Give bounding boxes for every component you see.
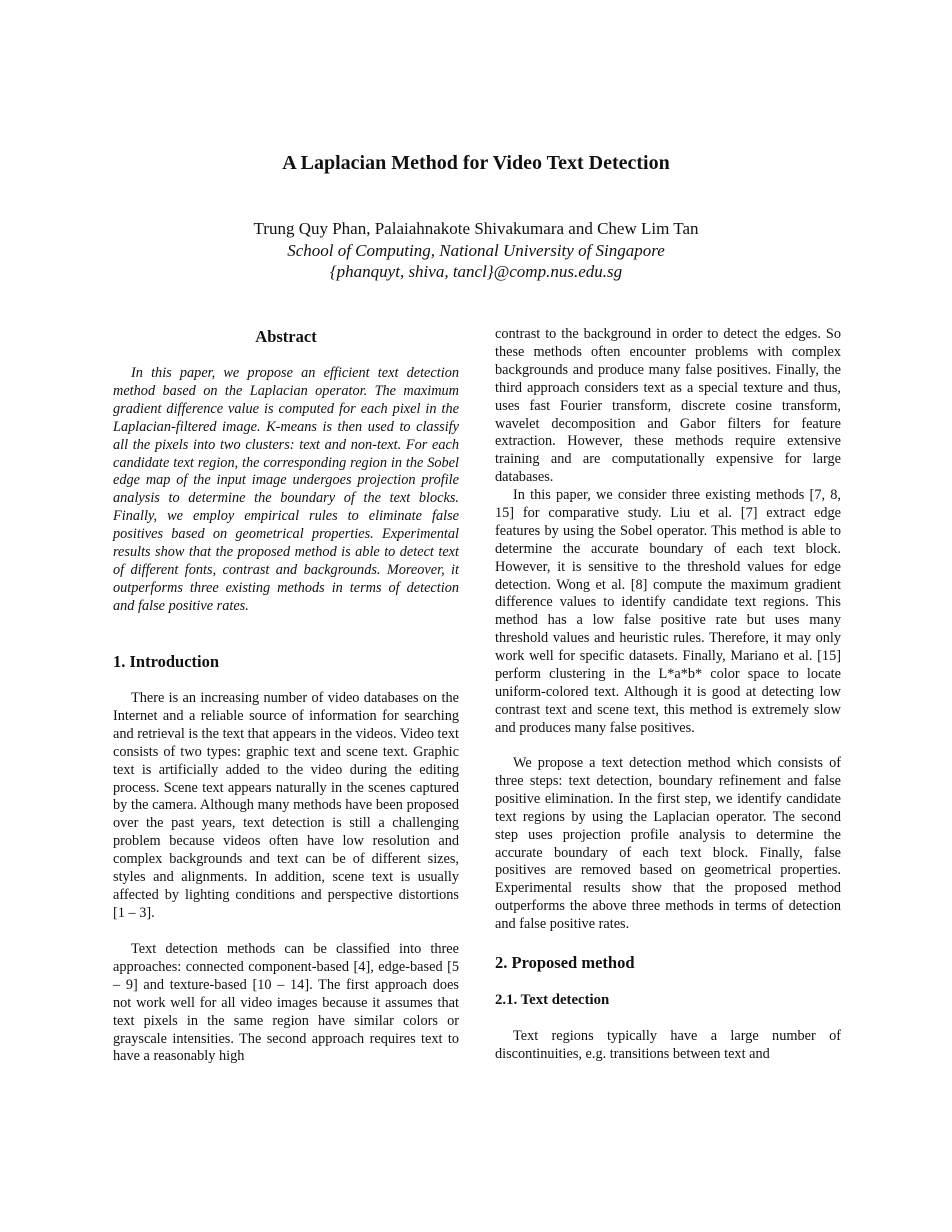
introduction-heading: 1. Introduction — [113, 652, 220, 671]
introduction-paragraph-2-continued: contrast to the background in order to detect the edges. So these methods often encounter problems with complex backgrounds and produce many false positives. Finally, the third approach considers text as a special texture and thus, uses fast Fourier transform, discrete cosine transform, wavelet decomposition and Gabor filters for feature extraction. However, these methods require extensive training and are computationally expensive for large databases. — [495, 326, 841, 486]
abstract-text: In this paper, we propose an efficient text detection method based on the Laplacian operator. The maximum gradient difference value is computed for each pixel in the Laplacian-filtered image. K-means is then used to classify all the pixels into two clusters: text and non-text. For each candidate text region, the corresponding region in the Sobel edge map of the input image undergoes projection profile analysis to determine the boundary of the text blocks. Finally, we employ empirical rules to eliminate false positives based on geometrical properties. Experimental results show that the proposed method is able to detect text of different fonts, contrast and backgrounds. Moreover, it outperforms three existing methods in terms of detection and false positive rates. — [113, 365, 459, 614]
text-detection-paragraph-1: Text regions typically have a large number of discontinuities, e.g. transitions between text and — [495, 1028, 841, 1062]
paper-title: A Laplacian Method for Video Text Detection — [282, 152, 670, 174]
abstract-heading: Abstract — [255, 327, 317, 346]
introduction-paragraph-3: In this paper, we consider three existing methods [7, 8, 15] for comparative study. Liu et al. [7] extract edge features by using the Sobel operator. This method is able to determine the accurate boundary of each text block. However, it is sensitive to the threshold values for edge detection. Wong et al. [8] compute the maximum gradient difference values to identify candidate text regions. This method has a low false positive rate but uses many threshold values and heuristic rules. Therefore, it may only work well for specific datasets. Finally, Mariano et al. [15] perform clustering in the L*a*b* color space to locate uniform-colored text. Although it is good at detecting low contrast text and scene text, this method is extremely slow and produces many false positives. — [495, 487, 841, 736]
author-affiliation: School of Computing, National University of Singapore — [287, 240, 665, 260]
author-block — [0, 218, 952, 283]
introduction-paragraph-4: We propose a text detection method which consists of three steps: text detection, boundary refinement and false positive elimination. In the first step, we identify candidate text regions by using the Laplacian operator. The second step uses projection profile analysis to determine the accurate boundary of each text block. Finally, false positives are removed based on geometrical properties. Experimental results show that the proposed method outperforms the above three methods in terms of detection and false positive rates. — [495, 755, 841, 933]
author-names: Trung Quy Phan, Palaiahnakote Shivakumara and Chew Lim Tan — [253, 219, 699, 238]
proposed-method-heading: 2. Proposed method — [495, 953, 635, 972]
introduction-paragraph-1: There is an increasing number of video databases on the Internet and a reliable source of information for searching and retrieval is the text that appears in the videos. Video text consists of two types: graphic text and scene text. Graphic text is artificially added to the video during the editing process. Scene text appears naturally in the scenes captured by the camera. Although many methods have been proposed over the past years, text detection is still a challenging problem because videos often have low resolution and complex backgrounds and text can be of different sizes, styles and alignments. In addition, scene text is usually affected by lighting conditions and perspective distortions [1 – 3]. — [113, 690, 459, 921]
introduction-paragraph-2: Text detection methods can be classified into three approaches: connected component-based [4], edge-based [5 – 9] and texture-based [10 – 14]. The first approach does not work well for all video images because it assumes that text pixels in the same region have similar colors or grayscale intensities. The second approach requires text to have a reasonably high — [113, 941, 459, 1065]
text-detection-subheading: 2.1. Text detection — [495, 992, 610, 1008]
author-email: {phanquyt, shiva, tancl}@comp.nus.edu.sg — [329, 262, 623, 281]
